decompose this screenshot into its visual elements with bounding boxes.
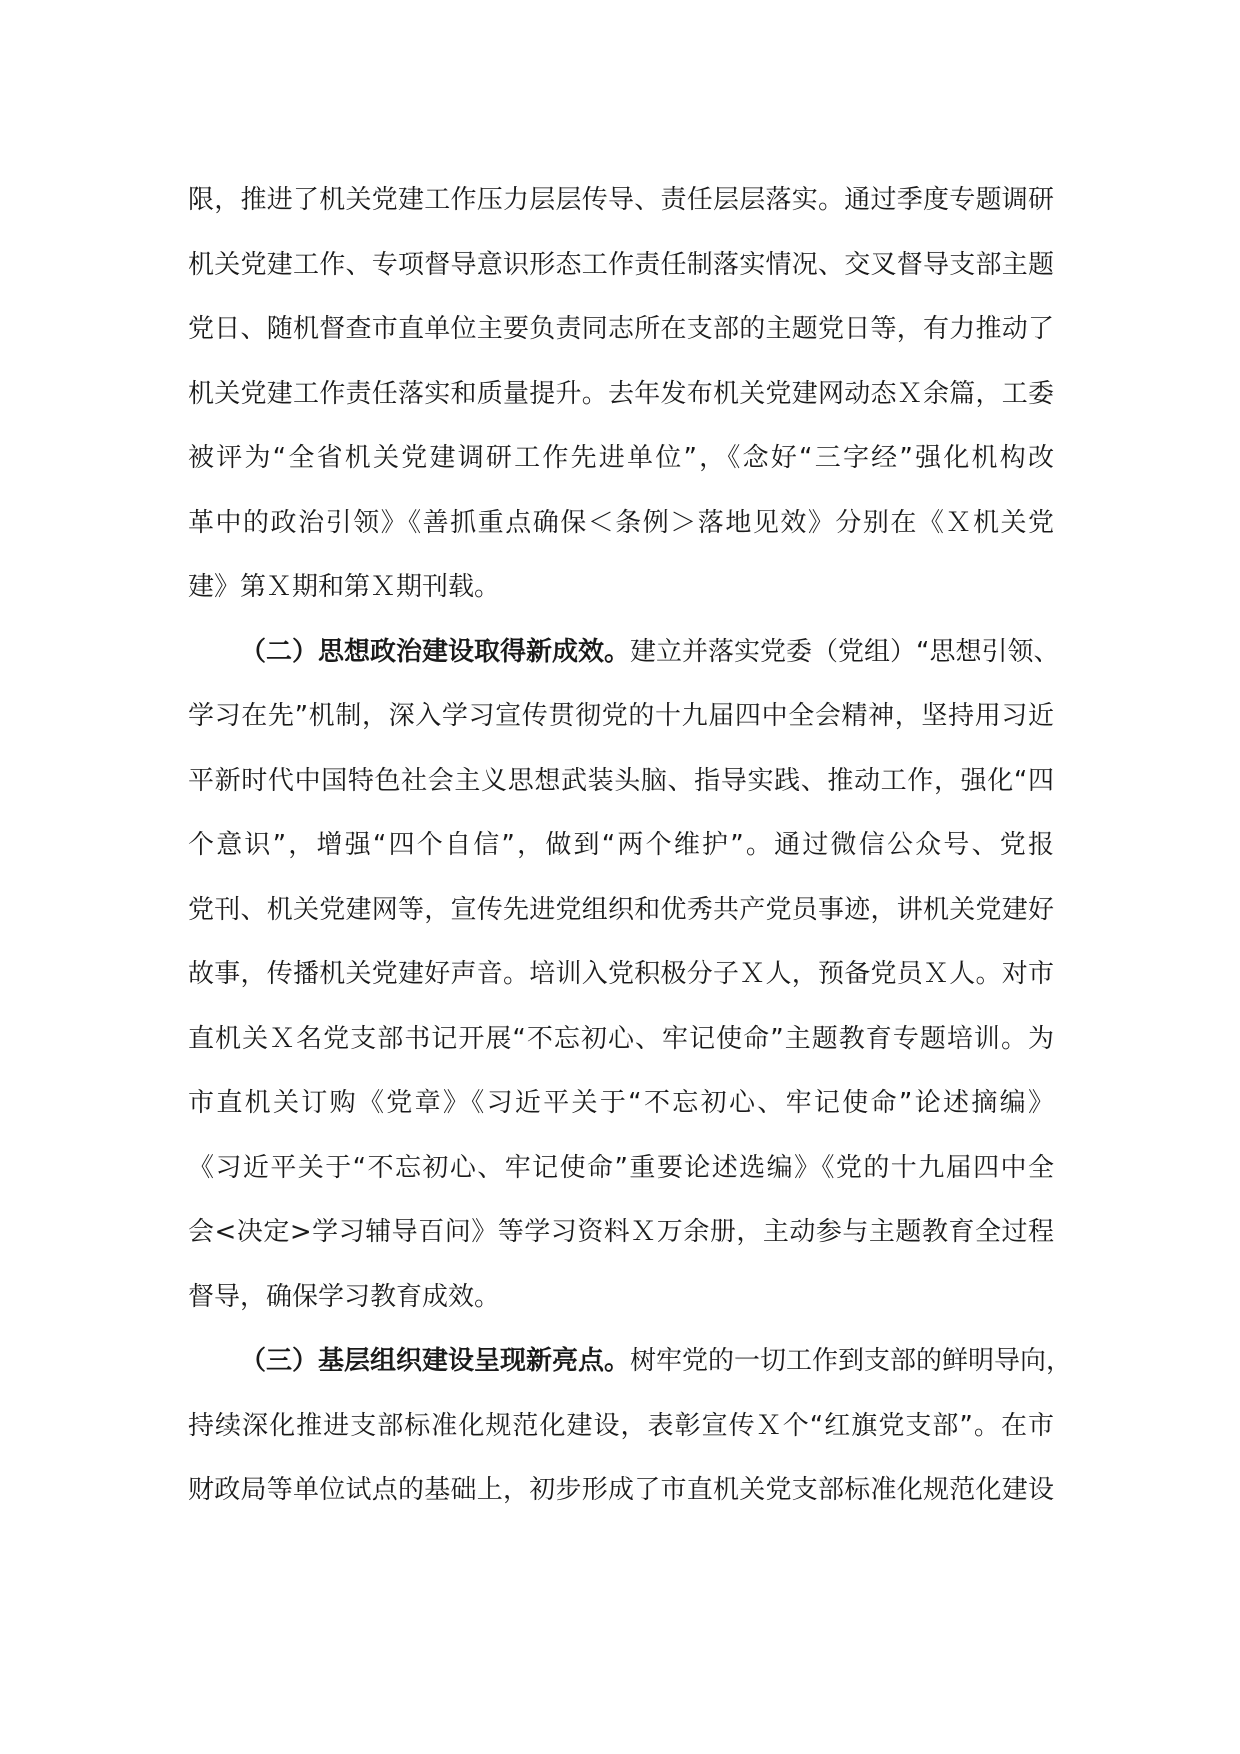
text-line: 持续深化推进支部标准化规范化建设，表彰宣传Ｘ个“红旗党支部”。在市	[188, 1410, 1054, 1441]
text-line: 故事，传播机关党建好声音。培训入党积极分子Ｘ人，预备党员Ｘ人。对市	[188, 959, 1054, 989]
text-line: 财政局等单位试点的基础上，初步形成了市直机关党支部标准化规范化建设	[188, 1475, 1054, 1505]
text-line: 被评为“全省机关党建调研工作先进单位”，《念好“三字经”强化机构改	[188, 443, 1054, 473]
text-line: 平新时代中国特色社会主义思想武装头脑、指导实践、推动工作，强化“四	[188, 765, 1054, 796]
text-run: 树牢党的一切工作到支部的鲜明导向，	[630, 1346, 1073, 1376]
text-line: 督导，确保学习教育成效。	[188, 1281, 501, 1312]
text-line	[188, 620, 1060, 685]
text-line: 学习在先”机制，深入学习宣传贯彻党的十九届四中全会精神，坚持用习近	[188, 701, 1054, 731]
text-line: 会<决定>学习辅导百问》等学习资料Ｘ万余册，主动参与主题教育全过程	[188, 1217, 1054, 1247]
text-line: 建》第Ｘ期和第Ｘ期刊载。	[188, 572, 501, 602]
text-line: 党日、随机督查市直单位主要负责同志所在支部的主题党日等，有力推动了	[188, 314, 1054, 344]
text-run: 建立并落实党委（党组）“思想引领、	[630, 636, 1060, 667]
document-page	[188, 168, 1073, 1523]
text-line: 个意识”，增强“四个自信”，做到“两个维护”。通过微信公众号、党报	[188, 830, 1054, 860]
text-line: 《习近平关于“不忘初心、牢记使命”重要论述选编》《党的十九届四中全	[188, 1152, 1054, 1183]
section-heading: （三）基层组织建设呈现新亮点。	[240, 1346, 631, 1376]
text-line: 限，推进了机关党建工作压力层层传导、责任层层落实。通过季度专题调研	[188, 185, 1054, 215]
text-line: 机关党建工作、专项督导意识形态工作责任制落实情况、交叉督导支部主题	[188, 249, 1054, 280]
text-line: 市直机关订购《党章》《习近平关于“不忘初心、牢记使命”论述摘编》	[188, 1088, 1054, 1118]
text-line	[188, 1329, 1073, 1394]
text-line: 革中的政治引领》《善抓重点确保＜条例＞落地见效》分别在《Ｘ机关党	[188, 507, 1054, 538]
paragraph-3	[188, 1329, 1073, 1523]
paragraph-2	[188, 620, 1060, 1330]
text-line: 直机关Ｘ名党支部书记开展“不忘初心、牢记使命”主题教育专题培训。为	[188, 1023, 1054, 1054]
section-heading: （二）思想政治建设取得新成效。	[240, 636, 631, 667]
text-line: 党刊、机关党建网等，宣传先进党组织和优秀共产党员事迹，讲机关党建好	[188, 894, 1054, 925]
text-line: 机关党建工作责任落实和质量提升。去年发布机关党建网动态Ｘ余篇，工委	[188, 378, 1054, 409]
paragraph-1	[188, 168, 1054, 620]
